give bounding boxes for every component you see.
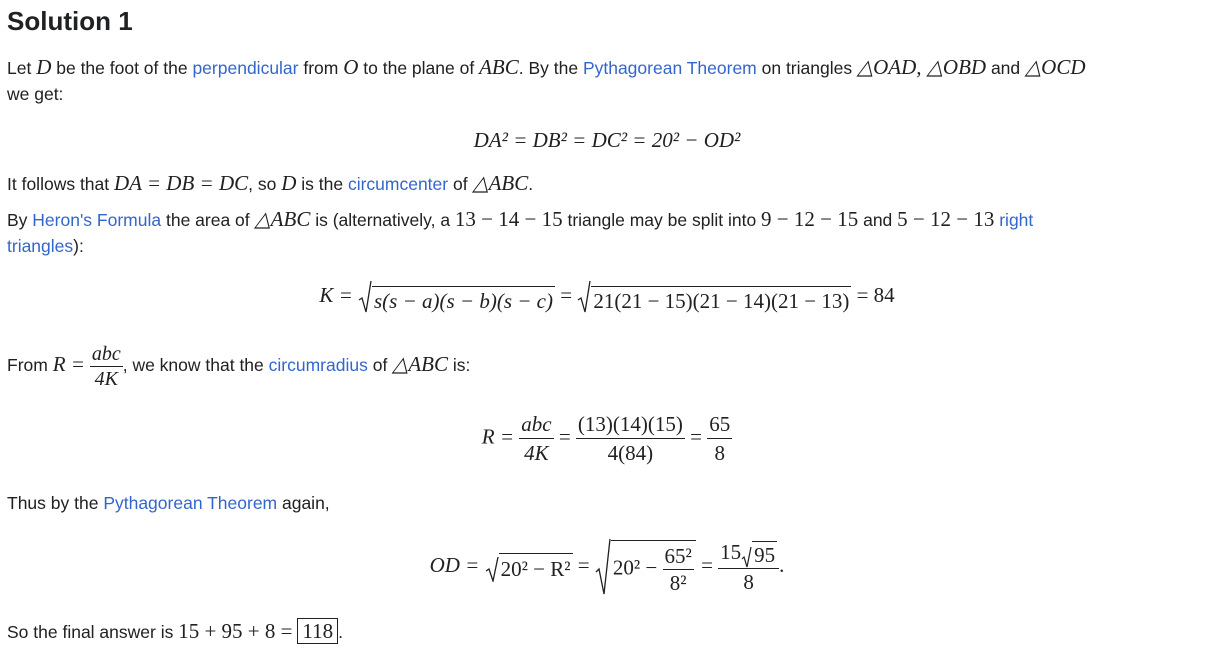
- text: to the plane of: [358, 58, 480, 78]
- link-right-triangles[interactable]: right: [999, 210, 1034, 230]
- radical-sign-icon: [577, 280, 591, 314]
- radicand-3: 20² − R²: [499, 553, 573, 582]
- fraction-final: [718, 539, 779, 595]
- equation-herons-area: [0, 280, 1214, 314]
- text: is the: [296, 174, 348, 194]
- math-triangles: △OAD, △OBD: [856, 55, 987, 79]
- link-perpendicular[interactable]: perpendicular: [192, 58, 299, 78]
- text: of: [448, 174, 473, 194]
- text: on triangles: [756, 58, 857, 78]
- link-right-triangles-cont[interactable]: triangles: [7, 236, 74, 256]
- square-root-4: [595, 538, 696, 596]
- paragraph-intro: [7, 54, 1212, 107]
- final-answer-box: 118: [297, 618, 338, 644]
- text: from: [298, 58, 344, 78]
- denominator: 8²: [669, 571, 687, 595]
- text: From: [7, 355, 53, 376]
- text: It follows that: [7, 174, 114, 194]
- denominator: 8: [714, 441, 725, 465]
- equation-circumradius: [0, 410, 1214, 467]
- text: we get:: [7, 84, 64, 104]
- radicand-4: [611, 540, 696, 596]
- math-lhs: K =: [319, 282, 353, 307]
- math-triangle-abc: △ABC: [472, 171, 529, 195]
- math-equals: =: [690, 424, 702, 449]
- paragraph-pythagorean-again: [7, 490, 330, 516]
- equation-od: [0, 538, 1214, 596]
- text: , we know that the: [122, 355, 269, 376]
- math-5-12-13: 5 − 12 − 13: [897, 207, 995, 231]
- numerator: abc: [519, 410, 553, 439]
- math-triangle-ocd: △OCD: [1025, 55, 1086, 79]
- link-pythagorean-theorem[interactable]: Pythagorean Theorem: [582, 58, 757, 78]
- math-d: D: [36, 55, 52, 79]
- text: .: [338, 622, 343, 642]
- fraction-abc-over-4k: [90, 342, 123, 391]
- numerator: [718, 539, 779, 569]
- math-equals: =: [558, 424, 571, 449]
- square-root-1: [358, 280, 555, 314]
- numerator: 65²: [664, 544, 692, 568]
- math-equals: =: [701, 552, 713, 577]
- math-equal-distances: DA = DB = DC: [114, 171, 249, 195]
- math-d: D: [281, 171, 297, 195]
- text: and: [986, 58, 1026, 78]
- text: ):: [73, 236, 84, 256]
- math-sum: 15 + 95 + 8 =: [178, 619, 293, 643]
- radicand-1: s(s − a)(s − b)(s − c): [372, 286, 555, 314]
- link-circumradius[interactable]: circumradius: [268, 355, 368, 376]
- text: is (alternatively, a: [310, 210, 455, 230]
- square-root-5: [741, 541, 777, 568]
- math-triangle-abc: △ABC: [254, 207, 311, 231]
- denominator: 4(84): [607, 441, 654, 465]
- numerator: (13)(14)(15): [576, 410, 685, 439]
- fraction-65sq-over-8sq: [663, 543, 694, 596]
- text: triangle may be split into: [562, 210, 762, 230]
- math-triangle-abc: △ABC: [392, 352, 448, 377]
- math-result: = 84: [856, 282, 895, 307]
- fraction-abc-4k: [519, 410, 553, 467]
- text: . By the: [518, 58, 583, 78]
- math-13-14-15: 13 − 14 − 15: [454, 207, 563, 231]
- math-equals: =: [560, 282, 573, 307]
- text: the area of: [161, 210, 255, 230]
- equation-distances: DA² = DB² = DC² = 20² − OD²: [473, 128, 741, 152]
- numerator: 65: [707, 410, 732, 439]
- paragraph-circumcenter: [7, 170, 533, 197]
- coefficient: 15: [720, 540, 742, 565]
- radicand-text: 20² −: [612, 555, 658, 580]
- math-lhs: OD =: [429, 552, 480, 577]
- radical-sign-icon: [485, 556, 499, 582]
- radical-sign-icon: [741, 546, 752, 568]
- radicand-5: 95: [754, 542, 776, 567]
- fraction-product: [576, 410, 685, 467]
- math-r-equals: R =: [52, 352, 85, 377]
- paragraph-heron: [7, 206, 1207, 259]
- text: be the foot of the: [51, 58, 193, 78]
- text: Thus by the: [7, 493, 104, 513]
- fraction-65-over-8: [707, 410, 732, 467]
- radical-sign-icon: [358, 280, 372, 314]
- solution-heading: Solution 1: [7, 6, 133, 36]
- text: So the final answer is: [7, 622, 179, 642]
- math-period: .: [779, 552, 785, 577]
- denominator: 4K: [94, 368, 118, 390]
- text: By: [7, 210, 33, 230]
- radicand-2: 21(21 − 15)(21 − 14)(21 − 13): [591, 286, 851, 314]
- text: of: [367, 355, 393, 376]
- math-9-12-15: 9 − 12 − 15: [761, 207, 859, 231]
- text: Let: [7, 58, 37, 78]
- square-root-2: [577, 280, 851, 314]
- math-lhs: R =: [481, 424, 514, 449]
- link-herons-formula[interactable]: Heron's Formula: [32, 210, 162, 230]
- link-circumcenter[interactable]: circumcenter: [347, 174, 449, 194]
- denominator: 4K: [524, 441, 549, 465]
- text: again,: [277, 493, 330, 513]
- text: .: [528, 174, 534, 194]
- numerator: abc: [91, 343, 121, 365]
- text: , so: [248, 174, 282, 194]
- square-root-3: [485, 553, 573, 582]
- math-o: O: [343, 55, 359, 79]
- radical-sign-icon: [595, 538, 611, 596]
- paragraph-final-answer: [7, 618, 343, 645]
- denominator: 8: [743, 569, 754, 594]
- math-equals: =: [577, 552, 590, 577]
- text: is:: [447, 355, 471, 376]
- text: and: [858, 210, 898, 230]
- math-abc: ABC: [479, 55, 519, 79]
- link-pythagorean-theorem-2[interactable]: Pythagorean Theorem: [103, 493, 278, 513]
- paragraph-circumradius: [7, 342, 470, 391]
